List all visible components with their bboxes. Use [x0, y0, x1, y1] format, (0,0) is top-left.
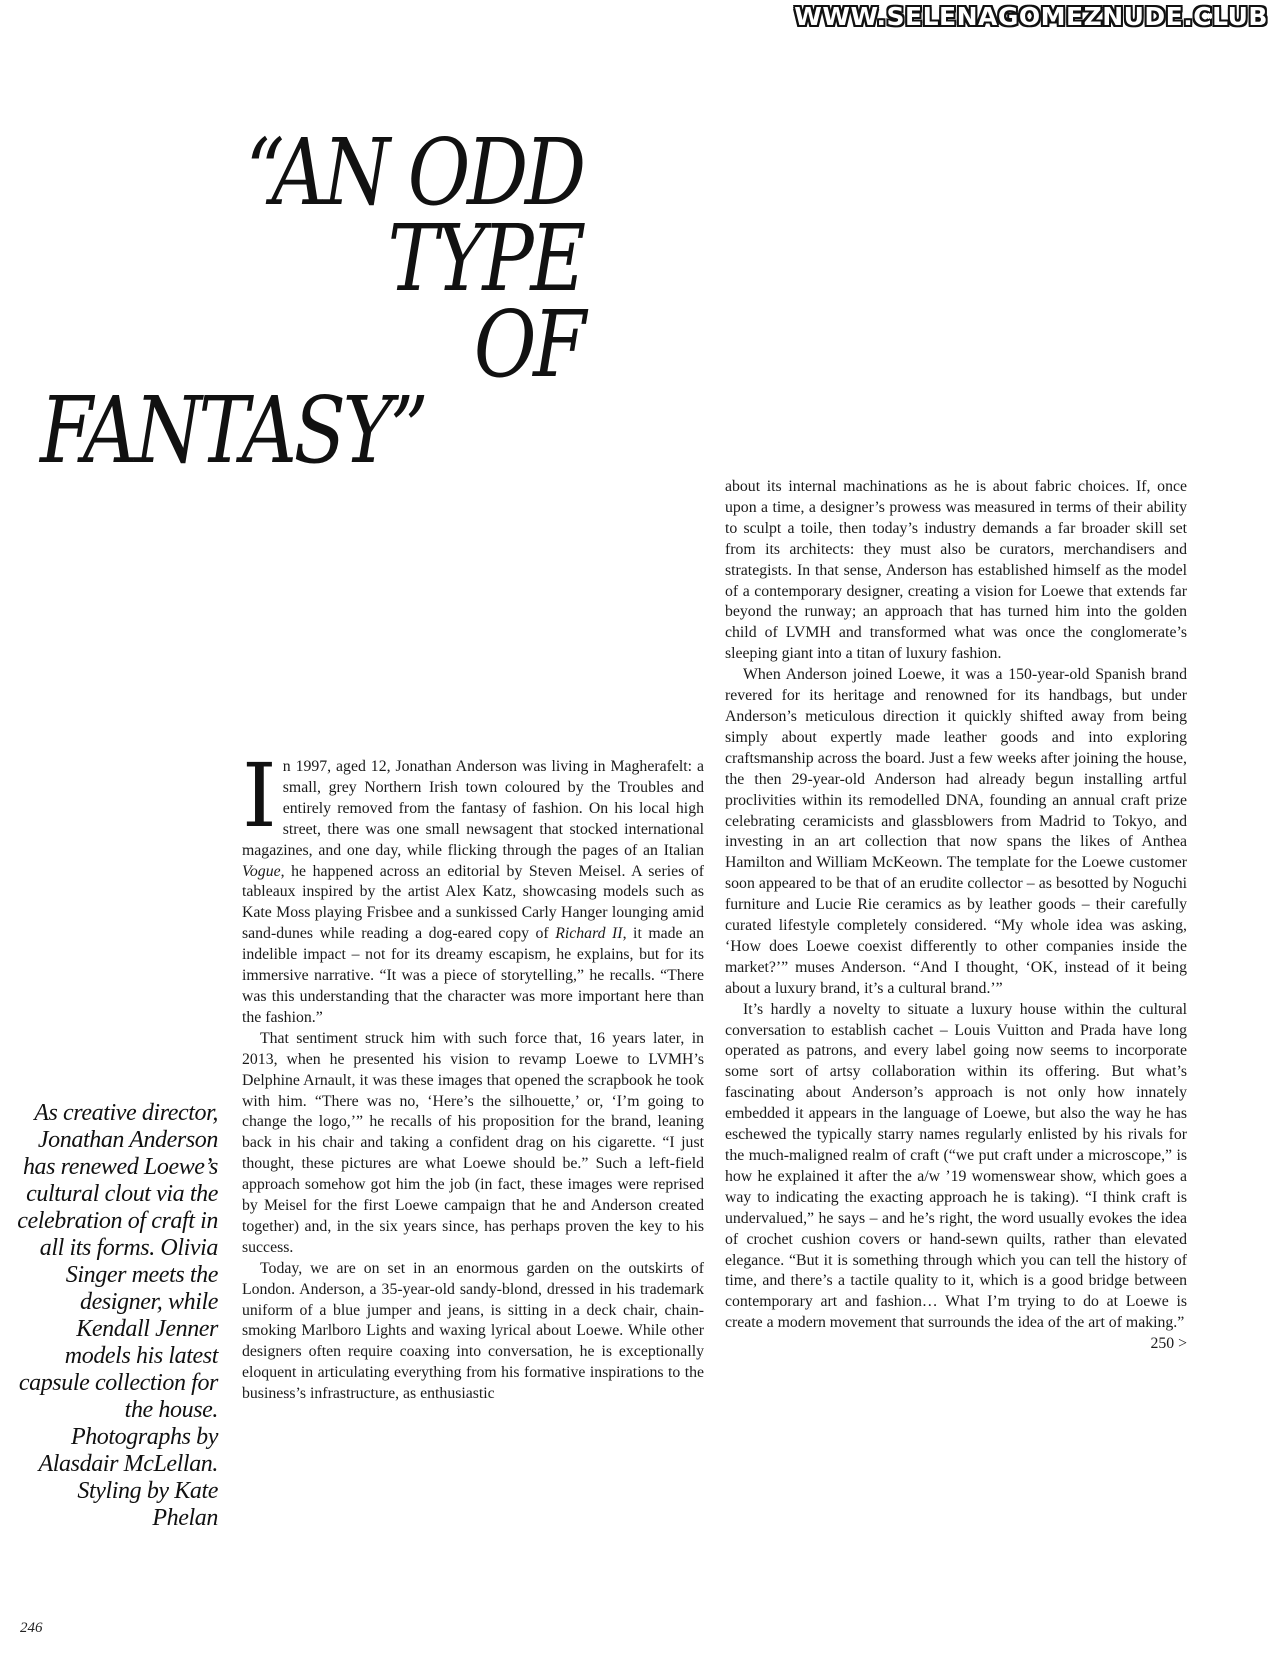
article-column-1: [242, 744, 704, 1405]
magazine-title: Vogue: [242, 862, 281, 880]
headline-line-4: FANTASY”: [40, 377, 426, 484]
watermark: WWW.SELENAGOMEZNUDE.CLUB: [794, 2, 1268, 31]
article-paragraph: That sentiment struck him with such force that, 16 years later, in 2013, when he presented his vision to revamp Loewe to LVMH’s Delphine Arnault, it was these images that opened the scrapbook he took with him. “There was no, ‘Here’s the silhouette,’ or, ‘I’m going to change the logo,’” he recalls of his proposition for the brand, leaning back in his chair and taking a confident drag on his cigarette. “I just thought, these pictures are what Loewe should be.” Such a left-field approach somehow got him the job (in fact, these images were reprised by Meisel for the first Loewe campaign that he and Anderson created together) and, in the six years since, has perhaps proven the key to his success.: [242, 1029, 704, 1256]
continued-marker: 250 >: [1150, 1335, 1187, 1353]
article-paragraph: [242, 744, 704, 1029]
paragraph-text: , he happened across an editorial by Steven Meisel. A series of tableaux inspired by the artist Alex Katz, showcasing models such as Kate Moss playing Frisbee and a sunkissed Carly Hanger lounging amid sand-dunes while reading a dog-eared copy of: [242, 862, 704, 943]
headline: [40, 119, 588, 484]
paragraph-text: n 1997, aged 12, Jonathan Anderson was living in Magherafelt: a small, grey Northern Irish town coloured by the Troubles and entirely removed from the fantasy of fashion. On his local high street, there was one small newsagent that stocked international magazines, and one day, while flicking through the pages of an Italian: [242, 758, 704, 859]
standfirst: As creative director, Jonathan Anderson has renewed Loewe’s cultural clout via the celebration of craft in all its forms. Olivia Singer meets the designer, while Kendall Jenner models his latest capsule collection for the house. Photographs by Alasdair McLellan. Styling by Kate Phelan: [17, 1100, 218, 1531]
article-paragraph: [725, 1000, 1187, 1353]
headline-line-2: TYPE: [387, 205, 583, 312]
headline-line-1: “AN ODD: [245, 119, 583, 226]
article-paragraph: When Anderson joined Loewe, it was a 150-year-old Spanish brand revered for its heritage and renowned for its handbags, but under Anderson’s meticulous direction it quickly shifted away from being simply about expertly made leather goods and into exploring craftsmanship across the board. Just a few weeks after joining the house, the then 29-year-old Anderson had already begun installing artful proclivities within its remodelled DNA, founding an annual craft prize celebrating ceramicists and glassblowers from Madrid to Tokyo, and investing in an art collection that now spans the likes of Anthea Hamilton and William McKeown. The template for the Loewe customer soon appeared to be that of an erudite collector – as besotted by Noguchi furniture and Lucie Rie ceramics as by leather goods – their carefully curated lifestyle completely considered. “My whole idea was asking, ‘How does Loewe coexist differently to other companies inside the market?’” muses Anderson. “And I thought, ‘OK, instead of it being about a luxury brand, it’s a cultural brand.’”: [725, 666, 1187, 997]
article-paragraph: Today, we are on set in an enormous garden on the outskirts of London. Anderson, a 35-year-old sandy-blond, dressed in his trademark uniform of a blue jumper and jeans, is sitting in a deck chair, chain-smoking Marlboro Lights and waxing lyrical about Loewe. While other designers often require coaxing into conversation, he is exceptionally eloquent in articulating everything from his formative inspirations to the business’s infrastructure, as enthusiastic: [242, 1259, 704, 1403]
paragraph-text: It’s hardly a novelty to situate a luxury house within the cultural conversation to establish cachet – Louis Vuitton and Prada have long operated as patrons, and every label going now seems to incorporate some sort of artsy collaboration within its offering. But what’s fascinating about Anderson’s approach is not only how innately embedded it appears in the language of Loewe, but also the way he has eschewed the typically starry names regularly enlisted by his rivals for the much-maligned realm of craft (“we put craft under a microscope,” is how he explained it after the a/w ’19 womenswear show, which goes a way to indicating the exacting approach he is taking). “I think craft is undervalued,” he says – and he’s right, the word usually evokes the idea of crochet cushion covers or hand-sewn quilts, rather than elevated elegance. “But it is something through which you can tell the history of time, and there’s a tactile quality to it, which is a good bridge between contemporary art and fashion… What I’m trying to do at Loewe is create a modern movement that surrounds the idea of the art of making.”: [725, 1000, 1187, 1332]
book-title: Richard II: [555, 925, 623, 943]
article-paragraph: about its internal machinations as he is about fabric choices. If, once upon a time, a designer’s prowess was measured in terms of their ability to sculpt a toile, then today’s industry demands a far broader skill set from its architects: they must also be curators, merchandisers and strategists. In that sense, Anderson has established himself as the model of a contemporary designer, creating a vision for Loewe that extends far beyond the runway; an approach that has turned him into the golden child of LVMH and transformed what was once the conglomerate’s sleeping giant into a titan of luxury fashion.: [725, 478, 1187, 663]
drop-cap: I: [242, 744, 277, 847]
paragraph-text: , it made an indelible impact – not for its dreamy escapism, he explains, but for its immersive narrative. “It was a piece of storytelling,” he recalls. “There was this understanding that the character was more important here than the fashion.”: [242, 925, 704, 1026]
headline-line-3: OF: [473, 291, 583, 398]
page-number: 246: [20, 1620, 43, 1636]
article-column-2: [725, 477, 1187, 1355]
